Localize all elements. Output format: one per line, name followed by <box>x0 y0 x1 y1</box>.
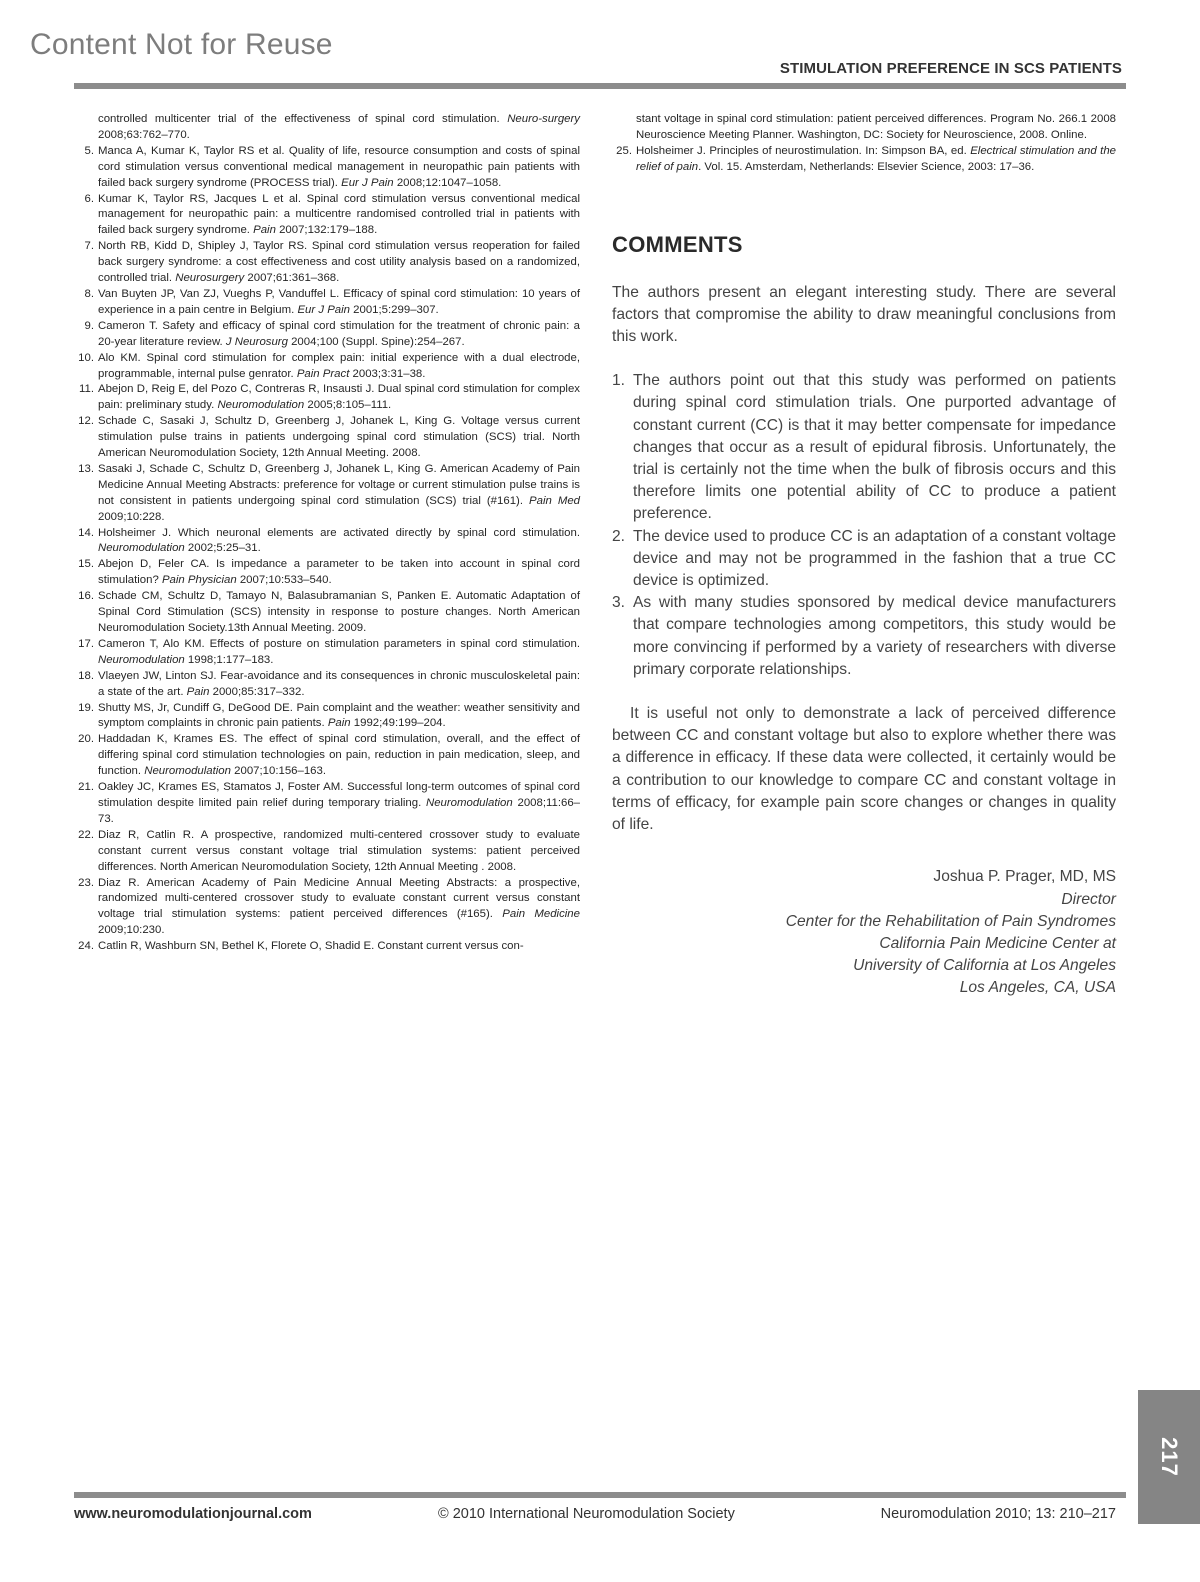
reference-item: 13. Sasaki J, Schade C, Schultz D, Greenberg J, Johanek L, King G. American Academy of Pain Medicine Annual Meeting Abstracts: preference for voltage or current stimulation pulse trains is not consistent in patients undergoing spinal cord stimulation (SCS) trial (#161). Pain Med 2009;10:228. <box>78 462 580 523</box>
comments-intro: The authors present an elegant interesting study. There are several factors that compromise the ability to draw meaningful conclusions from this work. <box>612 283 1116 346</box>
reference-item: 18. Vlaeyen JW, Linton SJ. Fear-avoidance and its consequences in chronic musculoskeletal pain: a state of the art. Pain 2000;85:317–332. <box>78 669 580 698</box>
reference-item: 19. Shutty MS, Jr, Cundiff G, DeGood DE. Pain complaint and the weather: weather sensitivity and symptom complaints in chronic pain patients. Pain 1992;49:199–204. <box>78 701 580 730</box>
footer-citation: Neuromodulation 2010; 13: 210–217 <box>880 1506 1116 1522</box>
footer-copyright: © 2010 International Neuromodulation Society <box>438 1506 735 1522</box>
reference-list-left <box>74 112 580 955</box>
signature-title: Director <box>1061 890 1116 908</box>
signature-location: Los Angeles, CA, USA <box>959 979 1116 997</box>
comment-point: 2. The device used to produce CC is an adaptation of a constant voltage device and may not be programmed in the fashion that a true CC device is optimized. <box>612 527 1116 590</box>
reference-item: 16. Schade CM, Schultz D, Tamayo N, Balasubramanian S, Panken E. Automatic Adaptation of Spinal Cord Stimulation (SCS) intensity in response to posture changes. North American Neuromodulation Society.13th Annual Meeting. 2009. <box>78 590 580 634</box>
reference-item: 7. North RB, Kidd D, Shipley J, Taylor RS. Spinal cord stimulation versus reoperation for failed back surgery syndrome: a cost effectiveness and cost utility analysis based on a randomized, controlled trial. Neurosurgery 2007;61:361–368. <box>84 240 580 285</box>
reference-item: stant voltage in spinal cord stimulation: patient perceived differences. Program No. 266.1 2008 Neuroscience Meeting Planner. Washington, DC: Society for Neuroscience, 2008. Online. <box>636 113 1116 141</box>
signature-affiliation: California Pain Medicine Center at <box>879 934 1116 952</box>
comment-point: 3. As with many studies sponsored by medical device manufacturers that compare technologies among competitors, this study would be more convincing if performed by a variety of researchers with diverse primary corporate relationships. <box>612 594 1116 678</box>
reference-item: 23. Diaz R. American Academy of Pain Medicine Annual Meeting Abstracts: a prospective, randomized multi-centered crossover study to evaluate constant current versus constant voltage trial stimulation systems: patient perceived differences (#165). Pain Medicine 2009;10:230. <box>78 876 580 937</box>
reference-item: 24. Catlin R, Washburn SN, Bethel K, Florete O, Shadid E. Constant current versus con- <box>78 940 524 953</box>
reference-item: 12. Schade C, Sasaki J, Schultz D, Greenberg J, Johanek L, King G. Voltage versus current stimulation pulse trains in patients undergoing spinal cord stimulation (SCS) trial. North American Neuromodulation Society, 12th Annual Meeting. 2008. <box>78 415 580 460</box>
reference-item: 5. Manca A, Kumar K, Taylor RS et al. Quality of life, resource consumption and costs of spinal cord stimulation versus conventional medical management in neuropathic pain patients with failed back surgery syndrome (PROCESS trial). Eur J Pain 2008;12:1047–1058. <box>84 144 580 189</box>
reference-item: 8. Van Buyten JP, Van ZJ, Vueghs P, Vanduffel L. Efficacy of spinal cord stimulation: 10 years of experience in a pain centre in Belgium. Eur J Pain 2001;5:299–307. <box>84 287 580 316</box>
running-head: STIMULATION PREFERENCE IN SCS PATIENTS <box>779 60 1122 77</box>
reference-item: 14. Holsheimer J. Which neuronal elements are activated directly by spinal cord stimulation. Neuromodulation 2002;5:25–31. <box>78 526 580 555</box>
references-left-column <box>74 112 580 955</box>
comments-closing: It is useful not only to demonstrate a lack of perceived difference between CC and constant voltage but also to explore whether there was a difference in efficacy. If these data were collected, it certainly would be a contribution to our knowledge to compare CC and constant voltage in terms of efficacy, for example pain score changes or changes in quality of life. <box>612 705 1116 834</box>
reference-item: 22. Diaz R, Catlin R. A prospective, randomized multi-centered crossover study to evaluate constant current versus constant voltage trial stimulation systems: patient perceived differences. North American Neuromodulation Society, 12th Annual Meeting . 2008. <box>78 828 580 873</box>
comments-points <box>612 370 1116 681</box>
reference-item: 11. Abejon D, Reig E, del Pozo C, Contreras R, Insausti J. Dual spinal cord stimulation for complex pain: preliminary study. Neuromodulation 2005;8:105–111. <box>79 383 580 412</box>
reference-item: 6. Kumar K, Taylor RS, Jacques L et al. Spinal cord stimulation versus conventional medical management for neuropathic pain: a multicentre randomised controlled trial in patients with failed back surgery syndrome. Pain 2007;132:179–188. <box>84 192 580 237</box>
signature-name: Joshua P. Prager, MD, MS <box>933 868 1116 886</box>
reference-item: 25. Holsheimer J. Principles of neurostimulation. In: Simpson BA, ed. Electrical stimulation and the relief of pain. Vol. 15. Amsterdam, Netherlands: Elsevier Science, 2003: 17–36. <box>616 144 1116 173</box>
reference-item: 15. Abejon D, Feler CA. Is impedance a parameter to be taken into account in spinal cord stimulation? Pain Physician 2007;10:533–540. <box>78 558 580 587</box>
signature-affiliation: University of California at Los Angeles <box>853 957 1116 975</box>
reference-list-right <box>612 112 1116 176</box>
footer-rule <box>74 1492 1126 1498</box>
footer-website: www.neuromodulationjournal.com <box>74 1506 312 1522</box>
comments-heading: COMMENTS <box>612 231 743 257</box>
reference-item: 9. Cameron T. Safety and efficacy of spinal cord stimulation for the treatment of chronic pain: a 20-year literature review. J Neurosurg 2004;100 (Suppl. Spine):254–267. <box>84 319 580 348</box>
page-number: 217 <box>1157 1437 1182 1477</box>
watermark: Content Not for Reuse <box>30 28 333 61</box>
comment-point: 1. The authors point out that this study was performed on patients during spinal cord stimulation trials. One purported advantage of constant current (CC) is that it may better compensate for impedance changes that occur as a result of epidural fibrosis. Unfortunately, the trial is certainly not the time when the bulk of fibrosis occurs and this therefore limits one potential ability of CC to produce a patient preference. <box>612 372 1116 523</box>
right-column <box>612 112 1116 1000</box>
reference-item: 10. Alo KM. Spinal cord stimulation for complex pain: initial experience with a dual electrode, programmable, internal pulse genrator. Pain Pract 2003;3:31–38. <box>78 351 580 380</box>
page-number-tab <box>1138 1390 1200 1524</box>
reference-item: 17. Cameron T, Alo KM. Effects of posture on stimulation parameters in spinal cord stimulation. Neuromodulation 1998;1:177–183. <box>78 637 580 666</box>
reference-item: controlled multicenter trial of the effectiveness of spinal cord stimulation. Neuro-surgery 2008;63:762–770. <box>98 113 580 141</box>
header-rule <box>74 83 1126 89</box>
reference-item: 21. Oakley JC, Krames ES, Stamatos J, Foster AM. Successful long-term outcomes of spinal cord stimulation despite limited pain relief during temporary trialing. Neuromodulation 2008;11:66–73. <box>78 781 580 825</box>
signature-block <box>612 866 1116 999</box>
signature-affiliation: Center for the Rehabilitation of Pain Syndromes <box>785 912 1116 930</box>
reference-item: 20. Haddadan K, Krames ES. The effect of spinal cord stimulation, overall, and the effect of differing spinal cord stimulation technologies on pain, reduction in pain medication, sleep, and function. Neuromodulation 2007;10:156–163. <box>78 733 580 778</box>
